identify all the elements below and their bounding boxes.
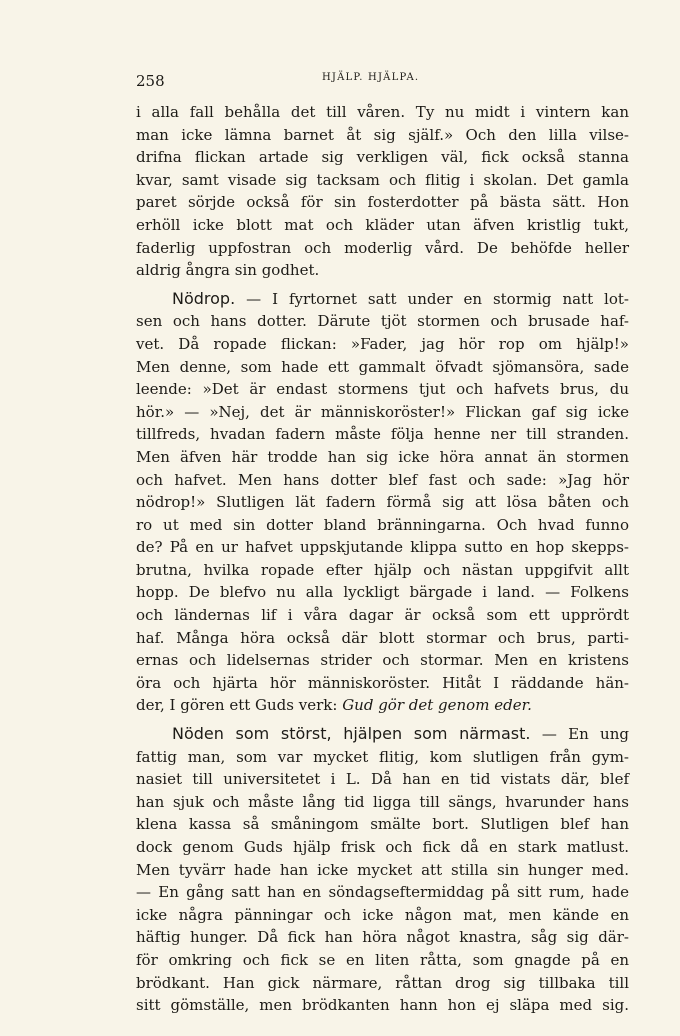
text-line xyxy=(136,288,629,311)
heading-line-rest: — En ung xyxy=(541,725,629,744)
running-head: HJÄLP. HJÄLPA. xyxy=(322,72,420,83)
text-line: nasiet till universitetet i L. Då han en tid vistats där, blef xyxy=(136,770,629,789)
text-line: aldrig ångra sin godhet. xyxy=(136,261,320,280)
text-line xyxy=(136,723,629,746)
page-body xyxy=(136,101,629,1017)
text-line: faderlig uppfostran och moderlig vård. De behöfde heller xyxy=(136,238,629,257)
text-line: nödrop!» Slutligen lät fadern förmå sig att lösa båten och xyxy=(136,493,629,512)
heading-line-rest: — I fyrtornet satt under en stormig natt lot- xyxy=(246,289,629,308)
text-line: sitt gömställe, men brödkanten hann hon ej släpa med sig. xyxy=(136,996,629,1015)
paragraph-1 xyxy=(136,101,629,282)
text-line: ro ut med sin dotter bland bränningarna. Och hvad funno xyxy=(136,515,629,534)
text-line: hör.» — »Nej, det är människoröster!» Flickan gaf sig icke xyxy=(136,402,629,421)
text-line: man icke lämna barnet åt sig själf.» Och den lilla vilse- xyxy=(136,125,629,144)
text-line: för omkring och fick se en liten råtta, som gnagde på en xyxy=(136,950,629,969)
text-line: leende: »Det är endast stormens tjut och hafvets brus, du xyxy=(136,380,629,399)
text-line: drifna flickan artade sig verkligen väl, fick också stanna xyxy=(136,148,629,167)
page-header xyxy=(136,72,628,90)
text-line: de? På en ur hafvet uppskjutande klippa sutto en hop skepps- xyxy=(136,538,629,557)
text-line: Men tyvärr hade han icke mycket att stilla sin hunger med. xyxy=(136,860,629,879)
text-line: hopp. De blefvo nu alla lyckligt bärgade i land. — Folkens xyxy=(136,583,629,602)
section-heading: Nödrop. xyxy=(172,288,236,308)
text-line: dock genom Guds hjälp frisk och fick då en stark matlust. xyxy=(136,838,629,856)
page-number: 258 xyxy=(136,72,165,90)
text-line xyxy=(136,694,629,717)
text-line: ernas och lidelsernas strider och stormar. Men en kristens xyxy=(136,651,629,670)
text-line: erhöll icke blott mat och kläder utan äfven kristlig tukt, xyxy=(136,215,629,234)
text-line: häftig hunger. Då fick han höra något knastra, såg sig där- xyxy=(136,928,629,947)
text-line: Men denne, som hade ett gammalt öfvadt sjömansöra, sade xyxy=(136,357,629,376)
text-line: fattig man, som var mycket flitig, kom slutligen från gym- xyxy=(136,747,629,766)
text-line: vet. Då ropade flickan: »Fader, jag hör rop om hjälp!» xyxy=(136,334,629,353)
text-line: brutna, hvilka ropade efter hjälp och nästan uppgifvit allt xyxy=(136,560,629,579)
italic-quote: Gud gör det genom eder. xyxy=(342,696,532,715)
text-line: och ländernas lif i våra dagar är också som ett upprördt xyxy=(136,606,629,625)
text-line: paret sörjde också för sin fosterdotter på bästa sätt. Hon xyxy=(136,193,629,212)
text-line: klena kassa så småningom smälte bort. Slutligen blef han xyxy=(136,815,629,834)
text-line: i alla fall behålla det till våren. Ty nu midt i vintern kan xyxy=(136,103,629,121)
section-heading: Nöden som störst, hjälpen som närmast. xyxy=(172,724,531,744)
paragraph-nodrop xyxy=(136,288,629,717)
text-line: — En gång satt han en söndagseftermiddag på sitt rum, hade xyxy=(136,883,629,902)
text-line: kvar, samt visade sig tacksam och flitig i skolan. Det gamla xyxy=(136,170,629,189)
text-line: öra och hjärta hör människoröster. Hitåt I räddande hän- xyxy=(136,673,629,692)
text-line: Men äfven här trodde han sig icke höra annat än stormen xyxy=(136,447,629,466)
text-line: brödkant. Han gick närmare, råttan drog sig tillbaka till xyxy=(136,973,629,992)
text-line: haf. Många höra också där blott stormar och brus, parti- xyxy=(136,628,629,647)
text-line: han sjuk och måste lång tid ligga till sängs, hvarunder hans xyxy=(136,792,629,811)
text-line: sen och hans dotter. Därute tjöt stormen och brusade haf- xyxy=(136,312,629,331)
text-segment: der, I gören ett Guds verk: xyxy=(136,696,343,715)
paragraph-noden xyxy=(136,723,629,1017)
text-line: och hafvet. Men hans dotter blef fast och sade: »Jag hör xyxy=(136,470,629,489)
text-line: icke några pänningar och icke någon mat, men kände en xyxy=(136,905,629,924)
text-line: tillfreds, hvadan fadern måste följa henne ner till stranden. xyxy=(136,425,629,444)
